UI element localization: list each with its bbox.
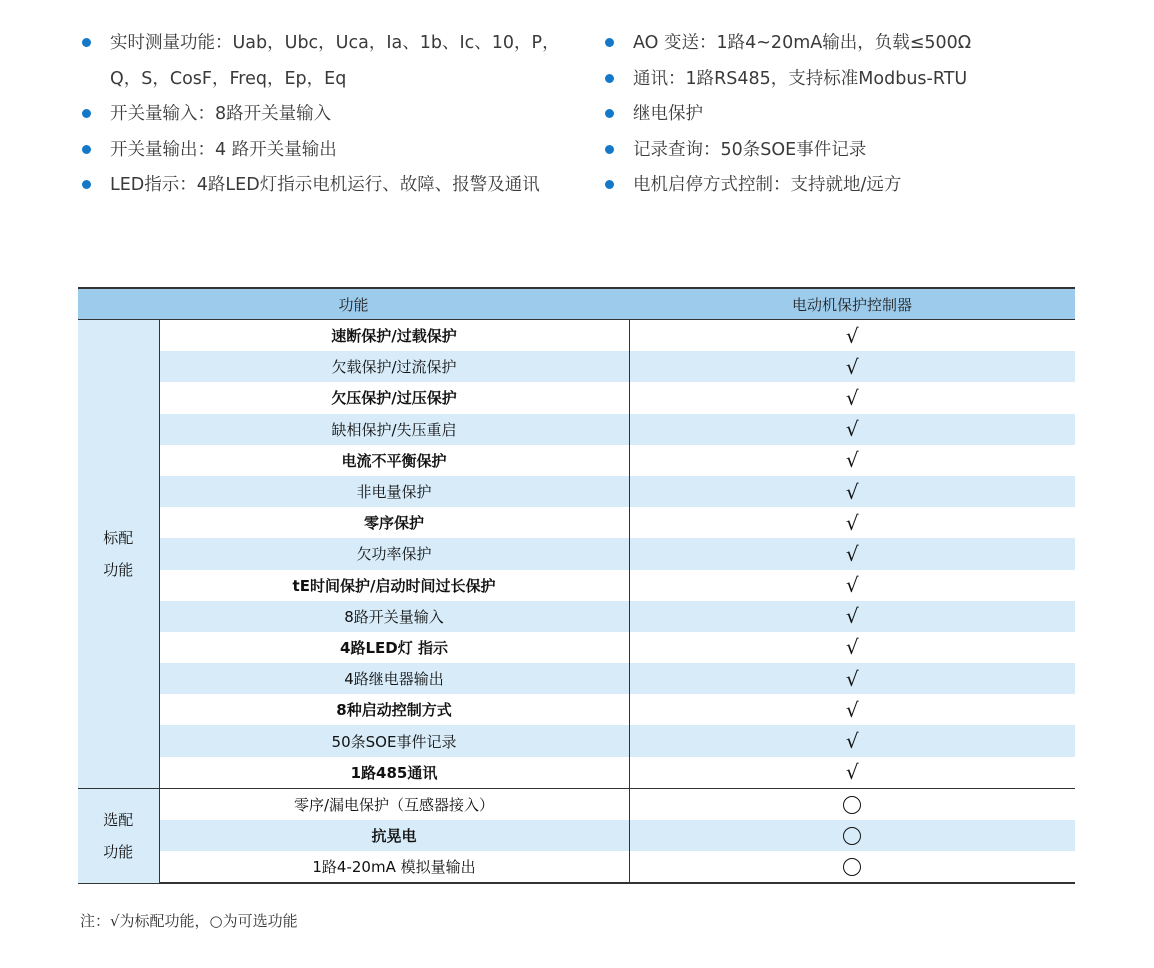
function-cell: 缺相保护/失压重启 (159, 414, 629, 445)
table-row (78, 757, 1075, 789)
mark-cell (629, 382, 1075, 413)
bullet-icon (82, 109, 91, 118)
bullet-icon (605, 74, 614, 83)
mark-cell (629, 820, 1075, 851)
footnote: 注：√为标配功能，○为可选功能 (80, 912, 298, 930)
header-product: 电动机保护控制器 (629, 288, 1075, 320)
mark-cell (629, 632, 1075, 663)
checkmark-icon: √ (845, 666, 859, 691)
table-row (78, 414, 1075, 445)
optional-circle-icon (843, 858, 861, 876)
function-cell: 速断保护/过载保护 (159, 320, 629, 352)
function-cell: 欠载保护/过流保护 (159, 351, 629, 382)
feature-text: 记录查询：50条SOE事件记录 (633, 139, 867, 160)
mark-cell (629, 445, 1075, 476)
function-cell: tE时间保护/启动时间过长保护 (159, 570, 629, 601)
table-row (78, 476, 1075, 507)
feature-item (80, 133, 580, 169)
feature-text: LED指示：4路LED灯指示电机运行、故障、报警及通讯 (110, 175, 540, 195)
bullet-icon (605, 180, 614, 189)
function-cell: 欠功率保护 (159, 538, 629, 569)
checkmark-icon: √ (845, 697, 859, 722)
mark-cell (629, 788, 1075, 820)
feature-column-right (603, 26, 1083, 204)
mark-cell (629, 663, 1075, 694)
table-row (78, 694, 1075, 725)
table-row (78, 663, 1075, 694)
table-row (78, 351, 1075, 382)
bullet-icon (605, 109, 614, 118)
checkmark-icon: √ (845, 448, 859, 473)
table-row (78, 725, 1075, 756)
group-label: 标配功能 (78, 320, 159, 789)
optional-circle-icon (843, 796, 861, 814)
checkmark-icon: √ (845, 573, 859, 598)
function-cell: 8种启动控制方式 (159, 694, 629, 725)
table-row (78, 570, 1075, 601)
bullet-icon (82, 38, 91, 47)
mark-cell (629, 538, 1075, 569)
table-body (78, 320, 1075, 884)
feature-item (603, 133, 1083, 169)
function-table (78, 287, 1075, 884)
feature-text: 通讯：1路RS485，支持标准Modbus-RTU (633, 68, 968, 89)
table-row (78, 601, 1075, 632)
optional-circle-icon (843, 827, 861, 845)
checkmark-icon: √ (845, 604, 859, 629)
function-cell: 零序/漏电保护（互感器接入） (159, 788, 629, 820)
mark-cell (629, 757, 1075, 789)
function-cell: 8路开关量输入 (159, 601, 629, 632)
checkmark-icon: √ (845, 323, 859, 348)
checkmark-icon: √ (845, 354, 859, 379)
table-row (78, 507, 1075, 538)
function-cell: 50条SOE事件记录 (159, 725, 629, 756)
table-row (78, 382, 1075, 413)
mark-cell (629, 601, 1075, 632)
function-cell: 4路继电器输出 (159, 663, 629, 694)
table-header-row (78, 288, 1075, 320)
checkmark-icon: √ (845, 479, 859, 504)
group-label: 选配功能 (78, 788, 159, 883)
mark-cell (629, 694, 1075, 725)
function-cell: 非电量保护 (159, 476, 629, 507)
feature-item (603, 168, 1083, 204)
feature-item (603, 97, 1083, 133)
mark-cell (629, 570, 1075, 601)
feature-text: 开关量输出：4 路开关量输出 (110, 139, 337, 160)
mark-cell (629, 320, 1075, 352)
function-cell: 1路485通讯 (159, 757, 629, 789)
checkmark-icon: √ (845, 385, 859, 410)
feature-item (80, 168, 580, 204)
feature-item (603, 26, 1083, 62)
table-row (78, 320, 1075, 352)
feature-list (80, 26, 1080, 246)
feature-text: 继电保护 (633, 104, 703, 124)
feature-text: 开关量输入：8路开关量输入 (110, 104, 332, 124)
feature-item (80, 97, 580, 133)
feature-item (603, 62, 1083, 98)
mark-cell (629, 725, 1075, 756)
table-row (78, 632, 1075, 663)
mark-cell (629, 851, 1075, 883)
mark-cell (629, 507, 1075, 538)
table-row (78, 445, 1075, 476)
feature-column-left (80, 26, 580, 204)
mark-cell (629, 351, 1075, 382)
checkmark-icon: √ (845, 541, 859, 566)
function-cell: 电流不平衡保护 (159, 445, 629, 476)
mark-cell (629, 414, 1075, 445)
table-row (78, 851, 1075, 883)
bullet-icon (605, 145, 614, 154)
feature-text: 电机启停方式控制：支持就地/远方 (633, 175, 902, 195)
function-cell: 1路4-20mA 模拟量输出 (159, 851, 629, 883)
table-row (78, 538, 1075, 569)
feature-item (80, 26, 580, 97)
checkmark-icon: √ (845, 417, 859, 442)
function-cell: 抗晃电 (159, 820, 629, 851)
function-cell: 4路LED灯 指示 (159, 632, 629, 663)
table-row (78, 788, 1075, 820)
function-cell: 零序保护 (159, 507, 629, 538)
checkmark-icon: √ (845, 510, 859, 535)
function-cell: 欠压保护/过压保护 (159, 382, 629, 413)
checkmark-icon: √ (845, 729, 859, 754)
feature-text: AO 变送：1路4~20mA输出，负载≤500Ω (633, 33, 972, 53)
table-row (78, 820, 1075, 851)
mark-cell (629, 476, 1075, 507)
checkmark-icon: √ (845, 635, 859, 660)
bullet-icon (82, 145, 91, 154)
bullet-icon (605, 38, 614, 47)
bullet-icon (82, 180, 91, 189)
header-function: 功能 (78, 288, 629, 320)
checkmark-icon: √ (845, 760, 859, 785)
feature-text: 实时测量功能：Uab，Ubc，Uca，Ia、1b、Ic、10，P，Q，S，CosF，Freq，Ep，Eq (110, 33, 560, 89)
